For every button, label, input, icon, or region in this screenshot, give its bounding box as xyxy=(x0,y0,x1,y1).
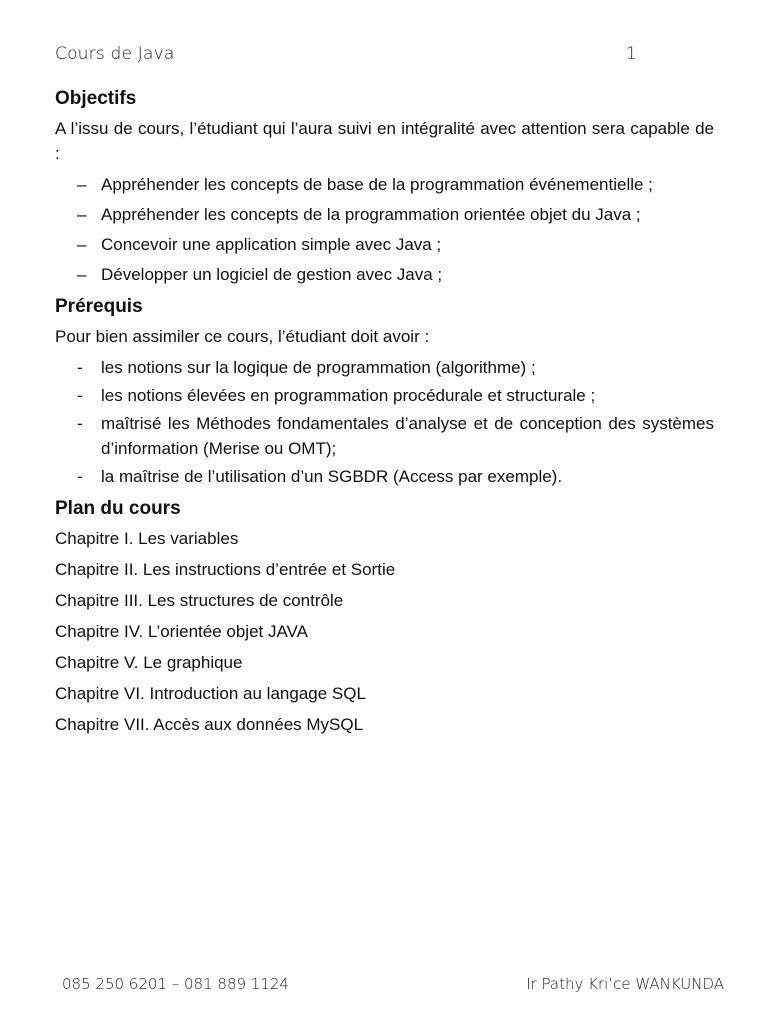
list-item xyxy=(55,411,714,461)
footer-phones: 085 250 6201 – 081 889 1124 xyxy=(62,975,289,993)
hyphen-marker: - xyxy=(77,386,83,405)
list-item xyxy=(55,262,714,287)
list-item-text: Appréhender les concepts de la programmation orientée objet du Java ; xyxy=(101,205,641,224)
plan-item-chapitre-1: Chapitre I. Les variables xyxy=(55,529,239,548)
footer-author: Ir Pathy Kri’ce WANKUNDA xyxy=(526,975,724,993)
list-item xyxy=(55,383,714,408)
plan-item-chapitre-3: Chapitre III. Les structures de contrôle xyxy=(55,591,344,610)
prerequis-list xyxy=(55,355,714,489)
section-objectifs xyxy=(55,86,714,287)
list-item-text: Développer un logiciel de gestion avec Java ; xyxy=(101,265,443,284)
section-plan xyxy=(55,496,714,737)
objectifs-intro: A l’issu de cours, l’étudiant qui l’aura suivi en intégralité avec attention sera capable de : xyxy=(55,119,714,163)
list-item-text: Concevoir une application simple avec Java ; xyxy=(101,235,442,254)
list-item xyxy=(55,355,714,380)
page-number: 1 xyxy=(625,44,637,64)
plan-item-chapitre-6: Chapitre VI. Introduction au langage SQL xyxy=(55,684,366,703)
dash-marker: – xyxy=(77,265,87,284)
header-title: Cours de Java xyxy=(55,44,175,64)
objectifs-heading: Objectifs xyxy=(55,88,137,109)
list-item xyxy=(55,232,714,257)
list-item xyxy=(55,202,714,227)
list-item-text: les notions élevées en programmation procédurale et structurale ; xyxy=(101,386,596,405)
list-item-text: la maîtrise de l’utilisation d’un SGBDR (Access par exemple). xyxy=(101,467,563,486)
section-prerequis xyxy=(55,294,714,489)
prerequis-intro: Pour bien assimiler ce cours, l’étudiant doit avoir : xyxy=(55,327,430,346)
plan-item-chapitre-2: Chapitre II. Les instructions d’entrée et Sortie xyxy=(55,560,396,579)
plan-item-chapitre-7: Chapitre VII. Accès aux données MySQL xyxy=(55,715,364,734)
dash-marker: – xyxy=(77,235,87,254)
list-item-text: maîtrisé les Méthodes fondamentales d’analyse et de conception des systèmes d’information (Merise ou OMT); xyxy=(101,414,714,458)
plan-heading: Plan du cours xyxy=(55,498,181,519)
dash-marker: – xyxy=(77,205,87,224)
prerequis-heading: Prérequis xyxy=(55,296,143,317)
list-item-text: Appréhender les concepts de base de la programmation événementielle ; xyxy=(101,175,653,194)
plan-item-chapitre-4: Chapitre IV. L’orientée objet JAVA xyxy=(55,622,308,641)
hyphen-marker: - xyxy=(77,358,83,377)
page-content xyxy=(55,86,714,744)
dash-marker: – xyxy=(77,175,87,194)
list-item xyxy=(55,172,714,197)
hyphen-marker: - xyxy=(77,467,83,486)
objectifs-list xyxy=(55,172,714,287)
hyphen-marker: - xyxy=(77,414,83,433)
list-item-text: les notions sur la logique de programmation (algorithme) ; xyxy=(101,358,536,377)
list-item xyxy=(55,464,714,489)
plan-item-chapitre-5: Chapitre V. Le graphique xyxy=(55,653,243,672)
